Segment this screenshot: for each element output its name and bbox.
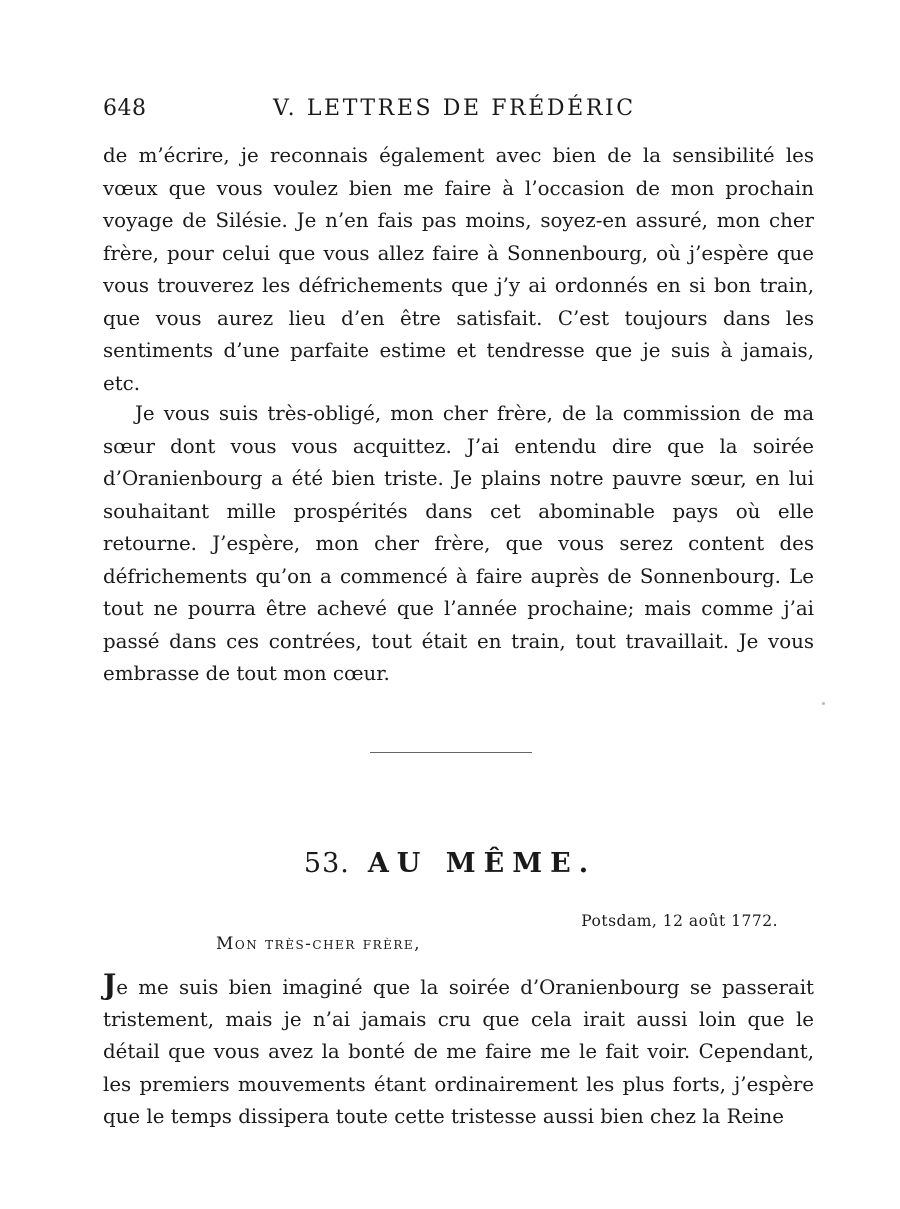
body-paragraph-2: Je vous suis très-obligé, mon cher frère, de la commission de ma sœur dont vous vous acquittez. J’ai entendu dire que la soirée d’Oranienbourg a été bien triste. Je plains notre pauvre sœur, en lui souhaitant mille prospérités dans cet abominable pays où elle retourne. J’espère, mon cher frère, que vous serez content des défrichements qu’on a commencé à faire auprès de Sonnenbourg. Le tout ne pourra être achevé que l’année prochaine; mais comme j’ai passé dans ces contrées, tout était en train, tout travaillait. Je vous embrasse de tout mon cœur.: [103, 402, 814, 685]
letter-paragraph: [103, 968, 814, 1133]
page-number: 648: [103, 96, 147, 121]
section-name: AU MÊME.: [367, 848, 597, 879]
section-title: [0, 848, 900, 879]
print-speck: [822, 702, 825, 705]
dateline: Potsdam, 12 août 1772.: [581, 912, 778, 930]
section-divider: [370, 752, 532, 753]
letter-text: e me suis bien imaginé que la soirée d’Oranienbourg se passerait tristement, mais je n’ai jamais cru que cela irait aussi loin que le détail que vous avez la bonté de me faire me le fait voir. Cependant, les premiers mouvements étant ordinairement les plus forts, j’espère que le temps dissipera toute cette tristesse aussi bien chez la Reine: [103, 976, 814, 1128]
running-head: V. LETTRES DE FRÉDÉRIC: [273, 96, 636, 121]
page-header: [103, 96, 815, 132]
salutation: Mon très-cher frère,: [216, 934, 422, 954]
drop-cap: J: [103, 968, 117, 1001]
section-number: 53.: [303, 848, 350, 879]
body-paragraph-1: de m’écrire, je reconnais également avec bien de la sensibilité les vœux que vous voulez bien me faire à l’occasion de mon prochain voyage de Silésie. Je n’en fais pas moins, soyez-en assuré, mon cher frère, pour celui que vous allez faire à Sonnenbourg, où j’espère que vous trouverez les défrichements que j’y ai ordonnés en si bon train, que vous aurez lieu d’en être satisfait. C’est toujours dans les sentiments d’une parfaite estime et tendresse que je suis à jamais, etc.: [103, 144, 814, 395]
